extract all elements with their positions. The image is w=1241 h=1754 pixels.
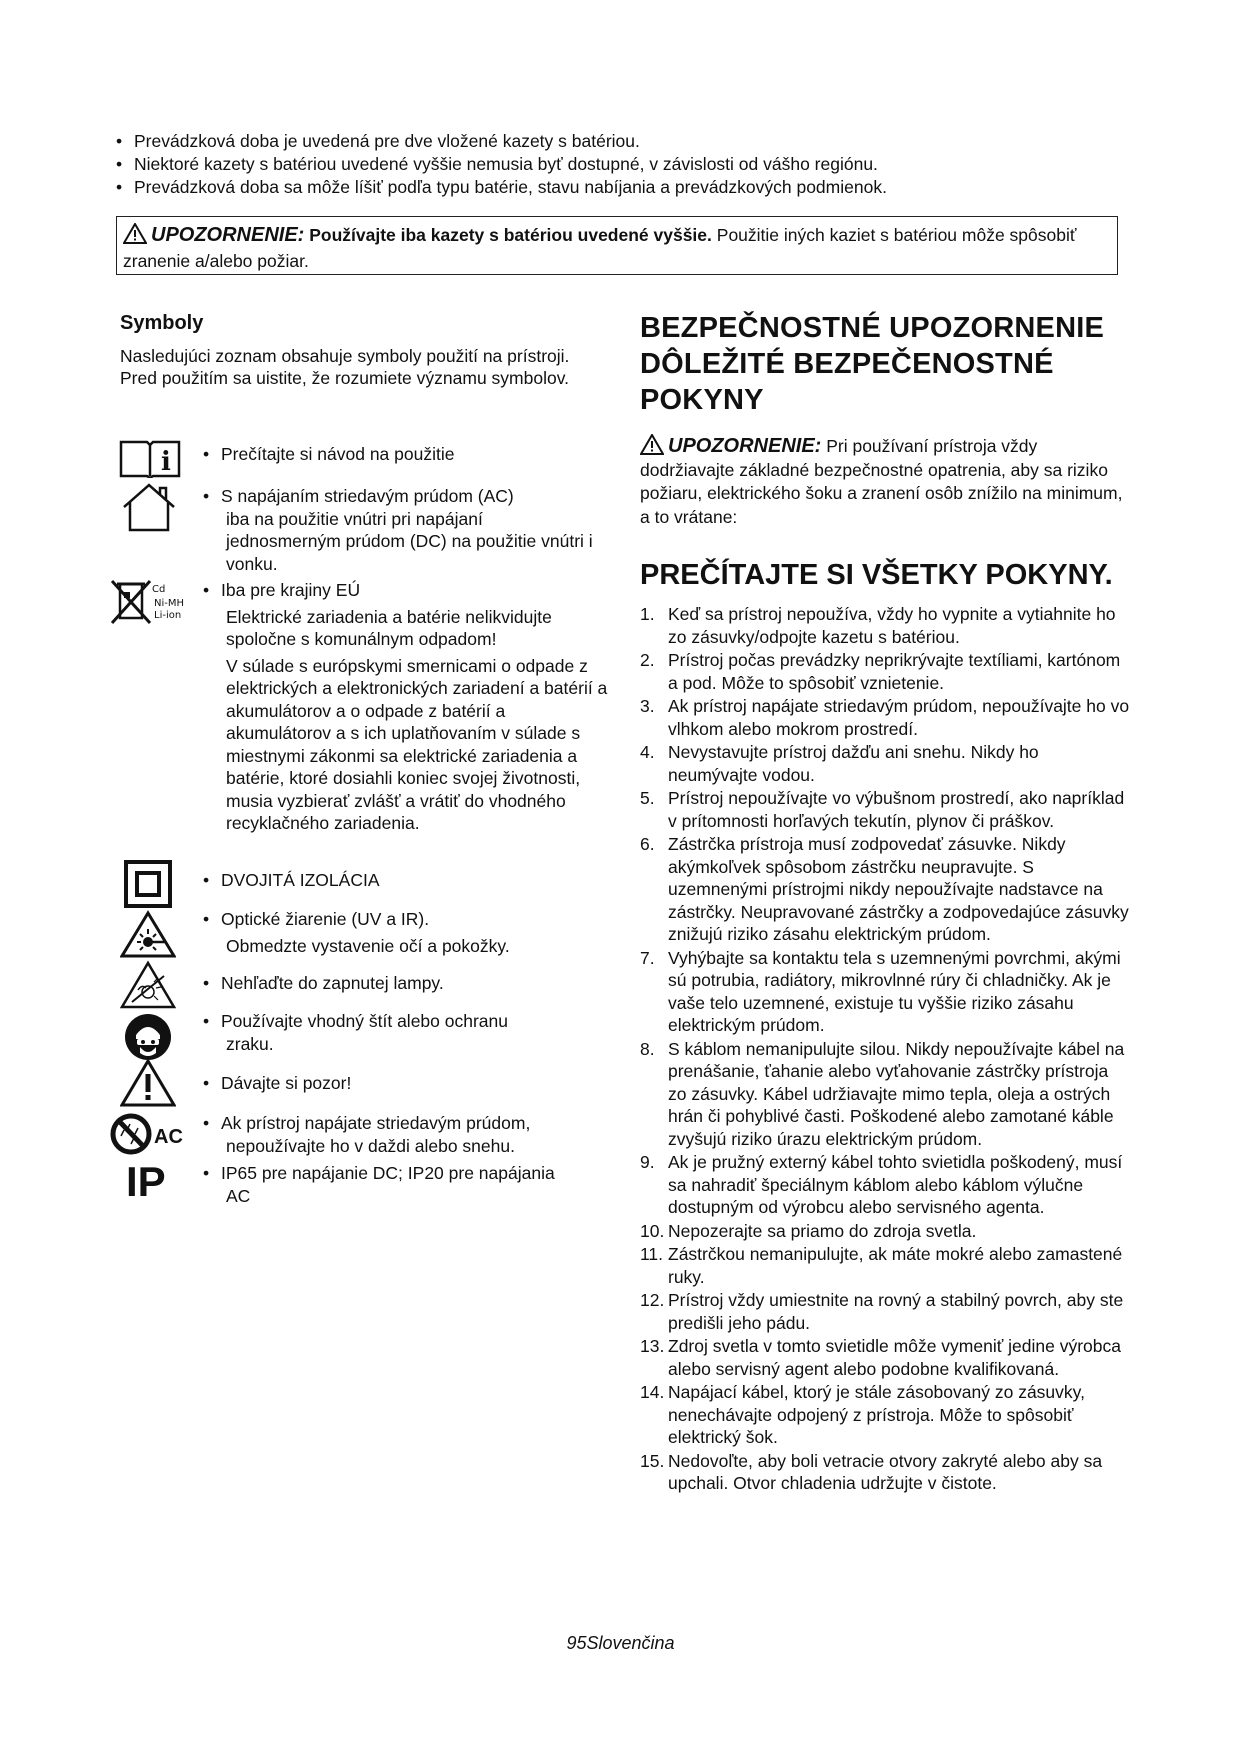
bin-label-nimh: Ni-MH [154,598,185,609]
double-insulation-icon [124,860,172,908]
warning-box [116,216,1118,275]
list-item: 15. Nedovoľte, aby boli vetracie otvory zakryté alebo aby sa upchali. Otvor chladenia udržujte v čistote. [640,1450,1103,1493]
symbol-label: S napájaním striedavým prúdom (AC) [221,486,514,506]
book-info-icon [119,438,181,478]
no-stare-lamp-icon [120,960,176,1010]
symbol-label: Prečítajte si návod na použitie [221,444,455,464]
symbol-item: • S napájaním striedavým prúdom (AC) iba na použitie vnútri pri napájaní jednosmerným prúdom (DC) na použitie vnútri i vonku. [203,486,593,574]
symbol-label: IP65 pre napájanie DC; IP20 pre napájania [221,1163,555,1183]
bin-label-cd: Cd [152,584,166,595]
read-all-heading: PREČÍTAJTE SI VŠETKY POKYNY. [640,559,1113,591]
symbols-title: Symboly [120,312,204,334]
safety-warning-heading: UPOZORNENIE: [668,435,822,457]
list-item: 13. Zdroj svetla v tomto svietidle môže vymeniť jedine výrobca alebo servisný agent alebo podobne kvalifikovaná. [640,1336,1121,1379]
list-item: 7. Vyhýbajte sa kontaktu tela s uzemnenými povrchmi, akými sú potrubia, radiátory, mikrovlnné rúry či chladničky. Ak je vaše telo uzemnené, existuje tu vyššie riziko zásahu elektrickým prúdom. [640,947,1121,1035]
warning-triangle-icon [123,223,147,244]
no-rain-ac-icon [110,1112,190,1156]
symbol-item: • IP65 pre napájanie DC; IP20 pre napájania AC [203,1162,613,1207]
symbol-item: • Používajte vhodný štít alebo ochranu zraku. [203,1010,613,1055]
symbol-label: Iba pre krajiny EÚ [221,580,361,600]
list-item: 14. Napájací kábel, ktorý je stále zásobovaný zo zásuvky, nenechávajte odpojený z prístroja. Môže to spôsobiť elektrický šok. [640,1382,1085,1447]
symbol-label: Nehľaďte do zapnutej lampy. [221,973,444,993]
list-item: 11. Zástrčkou nemanipulujte, ak máte mokré alebo zamastené ruky. [640,1244,1123,1287]
symbol-item: • Optické žiarenie (UV a IR). Obmedzte vystavenie očí a pokožky. [203,908,613,957]
safety-rules-list [640,603,1130,1495]
symbol-label: DVOJITÁ IZOLÁCIA [221,870,380,890]
symbol-sub: Elektrické zariadenia a batérie nelikvidujte spoločne s komunálnym odpadom! [226,606,552,649]
svg-text:i: i [161,447,171,477]
symbol-label: Používajte vhodný štít alebo ochranu [221,1011,508,1031]
symbol-label: Optické žiarenie (UV a IR). [221,909,430,929]
safety-warning [640,434,1130,529]
page-number: 95 [566,1633,587,1653]
symbol-label: Ak prístroj napájate striedavým prúdom, [221,1113,531,1133]
list-item: 10. Nepozerajte sa priamo do zdroja svetla. [640,1220,977,1241]
optical-radiation-icon [120,910,176,958]
warning-triangle-icon [640,434,664,455]
list-item: 5. Prístroj nepoužívajte vo výbušnom prostredí, ako napríklad v prítomnosti horľavých tekutín, plynov či práškov. [640,788,1125,831]
warning-heading: UPOZORNENIE: [151,224,305,246]
symbol-sub: zraku. [226,1033,274,1054]
crossed-bin-icon [110,578,188,626]
symbols-intro: Nasledujúci zoznam obsahuje symboly použití na prístroji. Pred použitím sa uistite, že rozumiete významu symbolov. [120,346,570,388]
list-item: 3. Ak prístroj napájate striedavým prúdom, nepoužívajte ho vo vlhkom alebo mokrom prostredí. [640,696,1130,739]
symbol-item: • Dávajte si pozor! [203,1072,613,1095]
ip-label: IP [126,1158,166,1202]
top-bullet: • Prevádzková doba sa môže líšiť podľa typu batérie, stavu nabíjania a prevádzkových podmienok. [116,176,1126,199]
top-bullet-list [116,130,1126,199]
symbol-label: Dávajte si pozor! [221,1073,352,1093]
top-bullet: • Niektoré kazety s batériou uvedené vyššie nemusia byť dostupné, v závislosti od vášho regiónu. [116,153,1126,176]
bin-label-liion: Li-ion [154,610,182,621]
warning-text: Použitie iných kaziet s batériou môže spôsobiť zranenie a/alebo požiar. [123,225,1077,271]
list-item: 9. Ak je pružný externý kábel tohto svietidla poškodený, musí sa nahradiť špeciálnym káblom alebo káblom výlučne dostupným od výrobcu alebo servisného agenta. [640,1152,1123,1217]
ac-label: AC [154,1126,183,1148]
symbol-sub: AC [226,1185,251,1206]
symbol-item: • DVOJITÁ IZOLÁCIA [203,869,613,892]
house-icon [120,482,178,532]
symbol-item: • Ak prístroj napájate striedavým prúdom, nepoužívajte ho v daždi alebo snehu. [203,1112,613,1157]
symbol-sub: iba na použitie vnútri pri napájaní jednosmerným prúdom (DC) na použitie vnútri i vonku. [226,508,593,574]
list-item: 6. Zástrčka prístroja musí zodpovedať zásuvke. Nikdy akýmkoľvek spôsobom zástrčku neupravujte. S uzemnenými prístrojmi nikdy nepoužívajte nadstavce na zástrčky. Neupravované zástrčky a zodpovedajúce zásuvky znižujú riziko zásahu elektrickým prúdom. [640,834,1129,944]
safety-heading: BEZPEČNOSTNÉ UPOZORNENIE DÔLEŽITÉ BEZPEČENOSTNÉ POKYNY [640,312,1105,416]
symbols-section [120,312,605,389]
face-shield-icon [124,1013,172,1061]
symbol-item: • Prečítajte si návod na použitie [203,443,613,466]
top-bullet: • Prevádzková doba je uvedená pre dve vložené kazety s batériou. [116,130,1126,153]
safety-section [640,310,1130,1496]
symbol-sub2: V súlade s európskymi smernicami o odpade z elektrických a elektronických zariadení a batérií a akumulátorov a o odpade z batérií a akumulátorov a s ich uplatňovaním v súlade s miestnymi zákonmi sa elektrické zariadenia a batérie, ktoré dosiahli koniec svojej životnosti, musia vyzbierať zvlášť a vrátiť do vhodného recyklačného zariadenia. [226,655,608,833]
footer-language: Slovenčina [586,1633,675,1653]
symbol-item: • Iba pre krajiny EÚ Elektrické zariadenia a batérie nelikvidujte spoločne s komunálnym odpadom! V súlade s európskymi smernicami o odpade z elektrických a elektronických zariadení a batérií a akumulátorov a o odpade z batérií a akumulátorov a s ich uplatňovaním v súlade s miestnymi zákonmi sa elektrické zariadenia a batérie, ktoré dosiahli koniec svojej životnosti, musia vyzbierať zvlášť a vrátiť do vhodného recyklačného zariadenia. [203,580,608,833]
page-footer [0,1633,1241,1654]
list-item: 12. Prístroj vždy umiestnite na rovný a stabilný povrch, aby ste predišli jeho pádu. [640,1290,1124,1333]
symbol-item: • Nehľaďte do zapnutej lampy. [203,972,613,995]
caution-icon [120,1058,176,1108]
list-item: 2. Prístroj počas prevádzky neprikrývajte textíliami, kartónom a pod. Môže to spôsobiť vznietenie. [640,650,1121,693]
list-item: 8. S káblom nemanipulujte silou. Nikdy nepoužívajte kábel na prenášanie, ťahanie alebo vyťahovanie zástrčky prístroja zo zásuvky. Kábel udržiavajte mimo tepla, oleja a ostrých hrán či pohyblivé časti. Poškodené alebo zamotané káble zvyšujú riziko úrazu elektrickým prúdom. [640,1038,1125,1149]
warning-bold-text: Používajte iba kazety s batériou uvedené vyššie. [309,225,712,245]
symbol-sub: Obmedzte vystavenie očí a pokožky. [226,935,510,956]
list-item: 4. Nevystavujte prístroj dažďu ani snehu. Nikdy ho neumývajte vodou. [640,742,1039,785]
symbol-sub: nepoužívajte ho v daždi alebo snehu. [226,1135,515,1156]
safety-warning-text: Pri používaní prístroja vždy dodržiavajte základné bezpečnostné opatrenia, aby sa riziko požiaru, elektrického šoku a zranení osôb znížilo na minimum, a to vrátane: [640,436,1123,527]
ip-icon [126,1158,176,1202]
list-item: 1. Keď sa prístroj nepoužíva, vždy ho vypnite a vytiahnite ho zo zásuvky/odpojte kazetu s batériou. [640,604,1116,647]
